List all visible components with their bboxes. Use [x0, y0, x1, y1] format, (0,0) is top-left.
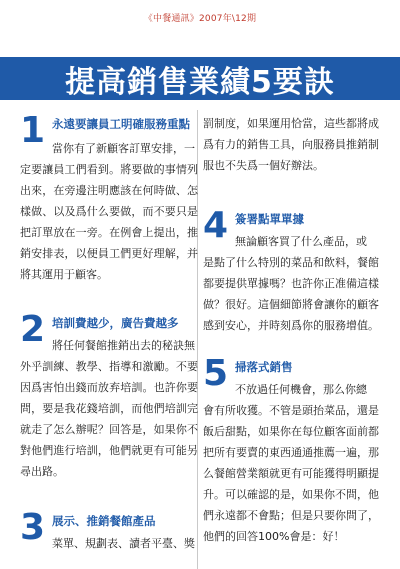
section-body: 會有所收獲。不管是頭抬菜品，還是飯后甜點，如果你在每位顧客面前都把所有要賣的東西通通推薦一遍，那么餐館營業額就更有可能獲得明顯提升。可以確認的是，如果你不問，他們永遠都不會點；但是只要你問了，他們的回答100%會是：好！: [203, 404, 379, 543]
section-title: 掃落式銷售: [235, 360, 293, 374]
section-4: [203, 205, 379, 336]
page-header: [0, 0, 400, 56]
section-5: [203, 353, 379, 547]
title-banner: [0, 57, 400, 100]
section-3: [20, 507, 198, 554]
section-number: 5: [203, 353, 229, 394]
right-column: [203, 113, 379, 569]
page-title: 提高銷售業績5要訣: [65, 64, 335, 100]
left-column: [20, 110, 198, 569]
section-2: [20, 309, 198, 482]
section-body-lead: 菜單、規劃表、讀者平臺、獎: [52, 537, 195, 550]
section-title: 展示、推銷餐館產品: [52, 514, 156, 528]
running-head: 《中餐通訊》2007年\12期: [143, 14, 257, 24]
section-title: 永遠要讓員工明確服務重點: [52, 117, 190, 131]
section-number: 4: [203, 205, 229, 246]
section-title: 簽署點單單據: [235, 212, 304, 226]
section-number: 1: [20, 110, 46, 151]
section-body: 外乎訓練、教學、指導和激勵。不要因爲害怕出錢而放弃培訓。也許你要問，要是我花錢培訓，而他們培訓完就走了怎么辦呢？回答是，如果你不對他們進行培訓，他們就更有可能另尋出路。: [20, 360, 198, 478]
continued-text: 罰制度，如果運用恰當，這些都將成爲有力的銷售工具，向服務員推銷制服也不失爲一個好辦法。: [203, 117, 379, 172]
section-number: 3: [20, 507, 46, 548]
section-body-lead: 不放過任何機會，那么你總: [235, 383, 367, 396]
section-body-lead: 將任何餐館推銷出去的秘訣無: [52, 339, 195, 352]
section-number: 2: [20, 309, 46, 350]
section-body: 是點了什么特別的菜品和飲料，餐館都要提供單據嗎？也許你正准備這樣做？很好。這個細節將會讓你的顧客感到安心，并時刻爲你的服務增值。: [203, 256, 379, 332]
section-body-lead: 無論顧客買了什么產品，或: [235, 235, 367, 248]
section-body-lead: 當你有了新顧客訂單安排，一: [52, 142, 195, 155]
section-title: 培訓費越少，廣告費越多: [52, 316, 179, 330]
section-1: [20, 110, 198, 285]
section-body: 定要讓員工們看到。將要做的事情列出來，在旁邊注明應該在何時做、怎樣做、以及爲什么要做，而不要只是把訂單放在一旁。在例會上提出，推銷安排表，以便員工們更好理解，并將其運用于顧客。: [20, 163, 198, 281]
